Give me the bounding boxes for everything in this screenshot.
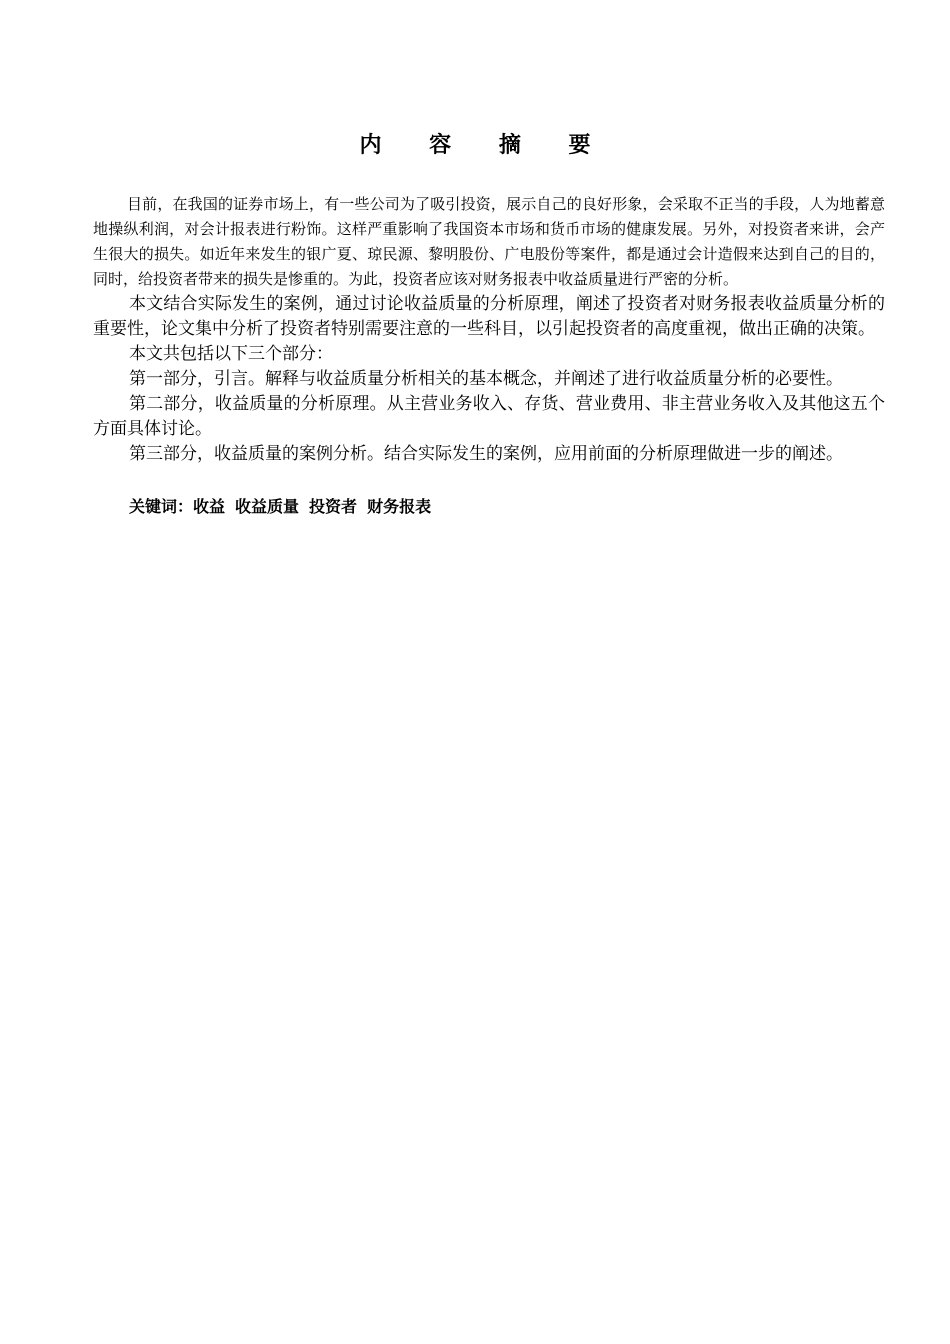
- abstract-paragraph-4: 第一部分，引言。解释与收益质量分析相关的基本概念，并阐述了进行收益质量分析的必要性。: [129, 369, 843, 389]
- abstract-paragraph-5: 第二部分，收益质量的分析原理。从主营业务收入、存货、营业费用、非主营业务收入及其他这五个方面具体讨论。: [93, 394, 885, 439]
- keywords-label: 关键词：: [129, 497, 194, 516]
- keyword-item: 收益质量: [235, 497, 300, 516]
- abstract-paragraph-2: 本文结合实际发生的案例，通过讨论收益质量的分析原理，阐述了投资者对财务报表收益质量分析的重要性，论文集中分析了投资者特别需要注意的一些科目，以引起投资者的高度重视，做出正确的决策。: [93, 294, 885, 339]
- page-title: 内 容 摘 要: [359, 133, 611, 158]
- abstract-body: [93, 192, 885, 519]
- keyword-item: 财务报表: [367, 497, 432, 516]
- abstract-paragraph-3: 本文共包括以下三个部分：: [129, 344, 333, 364]
- keyword-item: 投资者: [309, 497, 358, 516]
- abstract-paragraph-1: 目前，在我国的证券市场上，有一些公司为了吸引投资，展示自己的良好形象，会采取不正当的手段，人为地蓄意地操纵利润，对会计报表进行粉饰。这样严重影响了我国资本市场和货币市场的健康发展。另外，对投资者来讲，会产生很大的损失。如近年来发生的银广夏、琼民源、黎明股份、广电股份等案件，都是通过会计造假来达到自己的目的，同时，给投资者带来的损失是惨重的。为此，投资者应该对财务报表中收益质量进行严密的分析。: [93, 195, 885, 288]
- abstract-paragraph-6: 第三部分，收益质量的案例分析。结合实际发生的案例，应用前面的分析原理做进一步的阐述。: [129, 444, 843, 464]
- keywords-line: [93, 495, 885, 519]
- keyword-item: 收益: [193, 497, 226, 516]
